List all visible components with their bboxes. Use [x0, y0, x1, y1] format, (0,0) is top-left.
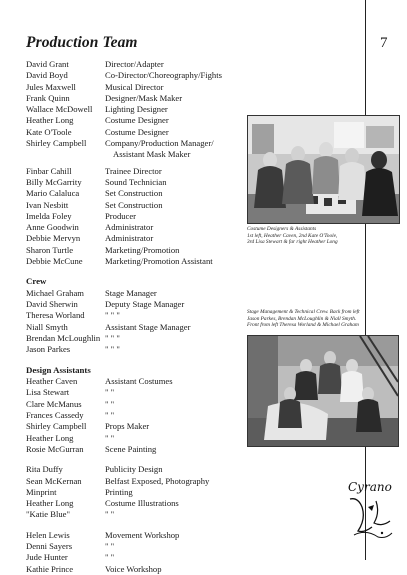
- credit-row: [26, 564, 246, 575]
- credit-name: Jason Parkes: [26, 344, 71, 355]
- credit-role: Deputy Stage Manager: [105, 299, 185, 310]
- credit-role: " " ": [105, 310, 120, 321]
- credit-row: [26, 288, 246, 299]
- credit-role: Company/Production Manager/: [105, 138, 214, 149]
- credit-row: [26, 211, 246, 222]
- credit-role: " ": [105, 552, 115, 563]
- credit-role: Marketing/Promotion Assistant: [105, 256, 213, 267]
- credit-role: Assistant Mask Maker: [113, 149, 191, 160]
- credit-name: Jules Maxwell: [26, 81, 76, 92]
- credit-name: Shirley Campbell: [26, 421, 87, 432]
- credit-role: Producer: [105, 210, 137, 221]
- credit-row: [26, 299, 246, 310]
- credit-row: [26, 476, 246, 487]
- credit-row: [26, 93, 246, 104]
- credit-name: Denni Sayers: [26, 540, 73, 551]
- credit-name: Heather Long: [26, 432, 74, 443]
- credit-row: [26, 552, 246, 563]
- credit-row: [26, 104, 246, 115]
- credit-name: Sean McKernan: [26, 475, 82, 486]
- credit-name: Shirley Campbell: [26, 138, 87, 149]
- credit-name: Imelda Foley: [26, 210, 72, 221]
- credit-name: Michael Graham: [26, 287, 84, 298]
- credit-role: Lighting Designer: [105, 104, 168, 115]
- credit-role: Director/Adapter: [105, 59, 164, 69]
- credit-name: Finbar Cahill: [26, 165, 72, 176]
- credit-row: [26, 498, 246, 509]
- credit-name: Rita Duffy: [26, 464, 63, 475]
- logo-wordmark: Cyrano: [348, 480, 392, 494]
- credit-name: David Grant: [26, 59, 69, 69]
- page-title: Production Team: [26, 34, 138, 51]
- credit-row: [26, 421, 246, 432]
- credit-name: David Sherwin: [26, 299, 78, 310]
- credit-row: [26, 149, 246, 160]
- credit-role: " ": [105, 387, 115, 398]
- credit-row: [26, 138, 246, 149]
- credit-row: [26, 487, 246, 498]
- credit-role: Scene Painting: [105, 443, 157, 454]
- credit-name: Kathie Prince: [26, 563, 74, 574]
- design-assistants-section: [26, 365, 246, 456]
- credit-name: [26, 149, 105, 160]
- credit-role: Publicity Design: [105, 464, 163, 475]
- workshops-section: [26, 530, 246, 575]
- credit-row: [26, 410, 246, 421]
- credit-role: " ": [105, 432, 115, 443]
- credit-row: [26, 127, 246, 138]
- credit-row: [26, 188, 246, 199]
- credit-row: [26, 115, 246, 126]
- caption-line: 3rd Lisa Stewart & far right Heather Long: [247, 239, 338, 246]
- design-assistants-heading: Design Assistants: [26, 364, 91, 375]
- credit-role: Administrator: [105, 222, 154, 233]
- credit-row: [26, 322, 246, 333]
- credit-role: Designer/Mask Maker: [105, 92, 183, 103]
- credit-name: Frank Quinn: [26, 92, 70, 103]
- credit-role: Costume Designer: [105, 115, 169, 126]
- crew-section: [26, 276, 246, 355]
- costume-team-photo-image: [248, 116, 399, 223]
- page-number: 7: [380, 35, 388, 51]
- credit-name: Minprint: [26, 486, 57, 497]
- credit-role: Voice Workshop: [105, 563, 162, 574]
- credit-role: Stage Manager: [105, 287, 157, 298]
- credit-row: [26, 530, 246, 541]
- credit-role: " " ": [105, 333, 120, 344]
- credit-name: Frances Cassedy: [26, 410, 84, 421]
- credit-row: [26, 464, 246, 475]
- caption-line: Costume Designers & Assistants: [247, 226, 317, 232]
- credit-row: [26, 177, 246, 188]
- credit-row: [26, 399, 246, 410]
- credit-row: [26, 200, 246, 211]
- credit-role: Movement Workshop: [105, 529, 180, 540]
- crew-photo-image: [248, 336, 398, 446]
- vertical-divider: [365, 0, 366, 560]
- credit-name: Ivan Nesbitt: [26, 199, 69, 210]
- credit-role: Belfast Exposed, Photography: [105, 475, 210, 486]
- credit-role: " ": [105, 509, 115, 520]
- credit-role: Printing: [105, 486, 133, 497]
- credit-row: [26, 376, 246, 387]
- credit-name: Heather Long: [26, 498, 74, 509]
- credit-row: [26, 387, 246, 398]
- credit-role: Set Construction: [105, 199, 163, 210]
- cyrano-logo-artwork: [346, 477, 398, 543]
- credit-name: Theresa Worland: [26, 310, 85, 321]
- credits-list: [26, 59, 246, 575]
- credit-row: [26, 222, 246, 233]
- caption-line: 1st left, Heather Caven, 2nd Kate O'Toole,: [247, 232, 338, 239]
- credit-name: Heather Caven: [26, 376, 78, 387]
- caption-line: Front from left Theresa Worland & Michael Graham: [247, 322, 359, 329]
- credit-role: " " ": [105, 344, 120, 355]
- credit-row: [26, 444, 246, 455]
- credit-name: Rosie McGurran: [26, 443, 84, 454]
- credit-role: " ": [105, 410, 115, 421]
- credit-row: [26, 166, 246, 177]
- credit-row: [26, 256, 246, 267]
- credit-role: Assistant Stage Manager: [105, 321, 191, 332]
- credit-row: [26, 333, 246, 344]
- credit-row: [26, 245, 246, 256]
- credit-role: Musical Director: [105, 81, 164, 92]
- crew-photo-caption: [247, 309, 399, 329]
- credit-row: [26, 310, 246, 321]
- credit-row: [26, 70, 246, 81]
- credit-role: Administrator: [105, 233, 154, 244]
- credit-name: Brendan McLoughlin: [26, 333, 101, 344]
- credit-row: [26, 433, 246, 444]
- cyrano-logo: [346, 477, 398, 543]
- credit-name: Jude Hunter: [26, 552, 68, 563]
- credit-row: [26, 233, 246, 244]
- credit-role: Marketing/Promotion: [105, 244, 180, 255]
- credit-row: [26, 509, 246, 520]
- credit-name: Anne Goodwin: [26, 222, 79, 233]
- credit-name: Helen Lewis: [26, 529, 70, 540]
- crew-photo: [247, 335, 399, 447]
- crew-heading: Crew: [26, 276, 47, 287]
- credit-name: Heather Long: [26, 115, 74, 126]
- credit-row: [26, 59, 246, 70]
- credit-row: [26, 541, 246, 552]
- credit-row: [26, 82, 246, 93]
- credit-role: Assistant Costumes: [105, 376, 173, 387]
- credit-role: Trainee Director: [105, 165, 162, 176]
- credit-role: " ": [105, 398, 115, 409]
- production-section-2: [26, 166, 246, 268]
- credit-name: Clare McManus: [26, 398, 82, 409]
- credit-role: Costume Designer: [105, 126, 169, 137]
- credit-name: "Katie Blue": [26, 509, 71, 520]
- credit-name: Mario Calaluca: [26, 188, 80, 199]
- credit-row: [26, 344, 246, 355]
- credit-name: Niall Smyth: [26, 321, 68, 332]
- credit-name: Debbie McCune: [26, 256, 83, 267]
- caption-line: Jason Parkes, Brendan McLoughlin & Niall Smyth.: [247, 315, 357, 322]
- credit-name: Kate O'Toole: [26, 126, 72, 137]
- credit-role: Co-Director/Choreography/Fights: [105, 70, 222, 81]
- credit-name: Billy McGarrity: [26, 176, 82, 187]
- credit-name: David Boyd: [26, 70, 68, 81]
- credit-name: Sharon Turtle: [26, 244, 74, 255]
- credit-name: Debbie Mervyn: [26, 233, 81, 244]
- credit-role: " ": [105, 540, 115, 551]
- credit-name: Lisa Stewart: [26, 387, 70, 398]
- credit-role: Props Maker: [105, 421, 150, 432]
- caption-line: Stage Management & Technical Crew. Back from left: [247, 309, 360, 315]
- credit-role: Costume Illustrations: [105, 498, 179, 509]
- credit-role: Set Construction: [105, 188, 163, 199]
- credit-name: Wallace McDowell: [26, 104, 93, 115]
- costume-team-photo: [247, 115, 400, 224]
- costume-team-caption: [247, 226, 397, 246]
- graphics-section: [26, 464, 246, 520]
- production-section: [26, 59, 246, 161]
- credit-role: Sound Technician: [105, 176, 167, 187]
